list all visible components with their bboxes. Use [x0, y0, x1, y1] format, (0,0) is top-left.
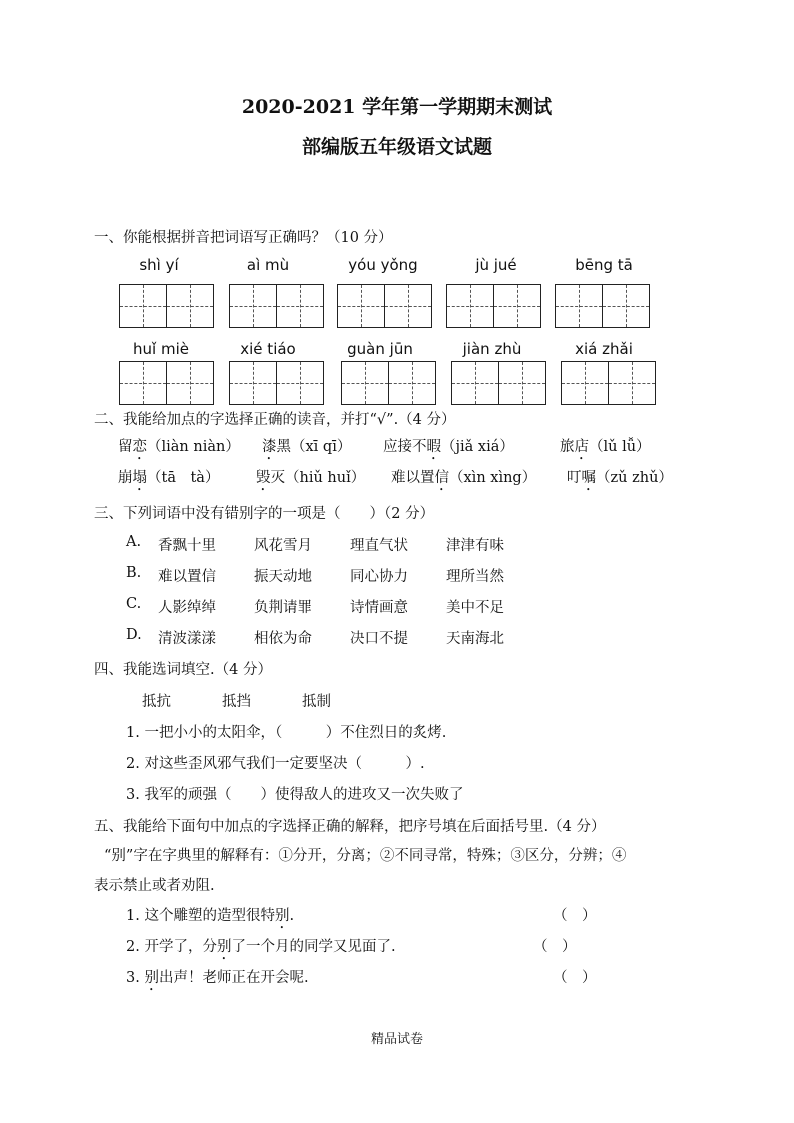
pinyin-label: guàn jūn	[347, 340, 413, 358]
option-word: 天南海北	[446, 631, 504, 647]
reading-item: 应接不暇（jiǎ xiá）	[383, 439, 514, 455]
option-word: 同心协力	[350, 569, 408, 585]
pinyin-label: xiá zhǎi	[575, 340, 633, 358]
writing-grid[interactable]	[555, 284, 650, 328]
writing-grid[interactable]	[561, 361, 656, 405]
q5-intro: 表示禁止或者劝阻.	[94, 878, 215, 894]
option-word: 人影绰绰	[158, 600, 216, 616]
word-choice: 抵制	[302, 694, 331, 710]
meaning-item: 1. 这个雕塑的造型很特别.	[126, 908, 295, 924]
writing-grid[interactable]	[119, 284, 214, 328]
option-letter: A.	[126, 534, 142, 550]
reading-item: 毁灭（hiǔ huǐ）	[256, 470, 366, 486]
option-word: 理直气状	[350, 538, 408, 554]
reading-item: 叮嘱（zǔ zhǔ）	[567, 470, 673, 486]
pinyin-label: aì mù	[246, 256, 290, 274]
answer-blank[interactable]: （ ）	[553, 970, 597, 986]
fill-item: 1. 一把小小的太阳伞，（ ）不住烈日的炙烤.	[126, 725, 447, 741]
option-word: 风花雪月	[254, 538, 312, 554]
writing-grid[interactable]	[451, 361, 546, 405]
q1-heading: 一、你能根据拼音把词语写正确吗？（10 分）	[94, 230, 393, 246]
writing-grid[interactable]	[337, 284, 432, 328]
writing-grid[interactable]	[229, 284, 324, 328]
q4-heading: 四、我能选词填空.（4 分）	[94, 662, 272, 678]
meaning-item: 3. 别出声！老师正在开会呢.	[126, 970, 309, 986]
option-word: 美中不足	[446, 600, 504, 616]
option-word: 决口不提	[350, 631, 408, 647]
writing-grid[interactable]	[119, 361, 214, 405]
fill-item: 2. 对这些歪风邪气我们一定要坚决（ ）.	[126, 756, 425, 772]
pinyin-label: xié tiáo	[240, 340, 296, 358]
writing-grid[interactable]	[229, 361, 324, 405]
reading-item: 漆黑（xī qī）	[262, 439, 352, 455]
answer-blank[interactable]: （ ）	[533, 939, 577, 955]
reading-item: 崩塌（tā tà）	[118, 470, 220, 486]
reading-item: 旅店（lǔ lǚ）	[560, 439, 651, 455]
word-choice: 抵挡	[222, 694, 251, 710]
option-word: 难以置信	[158, 569, 216, 585]
pinyin-label: jiàn zhù	[462, 340, 522, 358]
pinyin-label: shì yí	[139, 256, 179, 274]
pinyin-label: jù jué	[475, 256, 517, 274]
q3-heading: 三、下列词语中没有错别字的一项是（ ）（2 分）	[94, 506, 435, 522]
option-word: 清波漾漾	[158, 631, 216, 647]
exam-subtitle: 部编版五年级语文试题	[301, 136, 492, 158]
option-letter: D.	[126, 627, 142, 643]
pinyin-label: bēng tā	[575, 256, 633, 274]
word-choice: 抵抗	[142, 694, 171, 710]
q5-heading: 五、我能给下面句中加点的字选择正确的解释，把序号填在后面括号里.（4 分）	[94, 819, 606, 835]
exam-title: 2020-2021 学年第一学期期末测试	[241, 96, 553, 118]
option-word: 相依为命	[254, 631, 312, 647]
q2-heading: 二、我能给加点的字选择正确的读音，并打“√”.（4 分）	[94, 412, 456, 428]
meaning-item: 2. 开学了，分别了一个月的同学又见面了.	[126, 939, 396, 955]
reading-item: 难以置信（xìn xìng）	[391, 470, 537, 486]
writing-grid[interactable]	[341, 361, 436, 405]
answer-blank[interactable]: （ ）	[553, 908, 597, 924]
option-word: 振天动地	[254, 569, 312, 585]
option-word: 理所当然	[446, 569, 504, 585]
reading-item: 留恋（liàn niàn）	[118, 439, 240, 455]
fill-item: 3. 我军的顽强（ ）使得敌人的进攻又一次失败了	[126, 787, 464, 803]
option-word: 香飘十里	[158, 538, 216, 554]
option-word: 诗情画意	[350, 600, 408, 616]
q5-intro: “别”字在字典里的解释有：①分开，分离；②不同寻常，特殊；③区分，分辨；④	[104, 848, 627, 864]
pinyin-label: yóu yǒng	[348, 256, 418, 274]
option-word: 负荆请罪	[254, 600, 312, 616]
option-letter: C.	[126, 596, 142, 612]
page-footer: 精品试卷	[370, 1032, 423, 1047]
writing-grid[interactable]	[446, 284, 541, 328]
option-letter: B.	[126, 565, 142, 581]
option-word: 津津有味	[446, 538, 504, 554]
pinyin-label: huǐ miè	[133, 340, 189, 358]
